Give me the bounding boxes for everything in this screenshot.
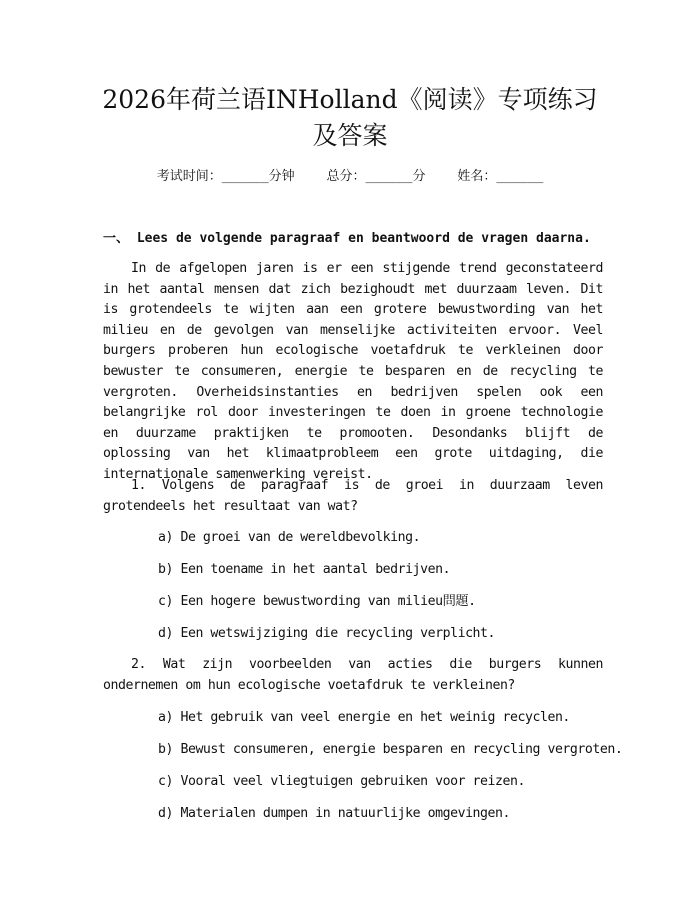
document-title-line2: 及答案 [312,121,388,150]
question-1-option-a: a) De groei van de wereldbevolking. [158,530,421,545]
question-2: 2. Wat zijn voorbeelden van acties die burgers kunnen ondernemen om hun ecologische voetafdruk te verkleinen? [103,657,603,693]
exam-score-field: 总分：______分 [326,169,426,184]
section-heading: 一、 Lees de volgende paragraaf en beantwoord de vragen daarna. [103,231,591,246]
exam-name-field: 姓名：______ [457,169,544,184]
question-2-option-c: c) Vooral veel vliegtuigen gebruiken voor reizen. [158,774,525,789]
question-1-option-b: b) Een toename in het aantal bedrijven. [158,562,451,577]
question-2-option-d: d) Materialen dumpen in natuurlijke omgevingen. [158,806,511,821]
exam-info [0,166,700,188]
question-2-option-a: a) Het gebruik van veel energie en het weinig recyclen. [158,710,570,725]
question-2-option-b: b) Bewust consumeren, energie besparen en recycling vergroten. [158,742,623,757]
exam-time-field: 考试时间：______分钟 [156,169,295,184]
question-1-option-d: d) Een wetswijziging die recycling verplicht. [158,626,496,641]
question-1: 1. Volgens de paragraaf is de groei in duurzaam leven grotendeels het resultaat van wat? [103,478,603,514]
reading-paragraph: In de afgelopen jaren is er een stijgende trend geconstateerd in het aantal mensen dat zich bezighoudt met duurzaam leven. Dit is grotendeels te wijten aan een grotere bewustwording van het milieu en de gevolgen van menselijke activiteiten ervoor. Veel burgers proberen hun ecologische voetafdruk te verkleinen door bewuster te consumeren, energie te besparen en de recycling te vergroten. Overheidsinstanties en bedrijven spelen ook een belangrijke rol door investeringen te doen in groene technologie en duurzame praktijken te promooten. Desondanks blijft de oplossing van het klimaatprobleem een grote uitdaging, die internationale samenwerking vereist. [103,261,603,482]
document-title: 2026年荷兰语INHolland《阅读》专项练习 [102,85,598,114]
question-1-option-c: c) Een hogere bewustwording van milieu問題. [158,594,476,609]
